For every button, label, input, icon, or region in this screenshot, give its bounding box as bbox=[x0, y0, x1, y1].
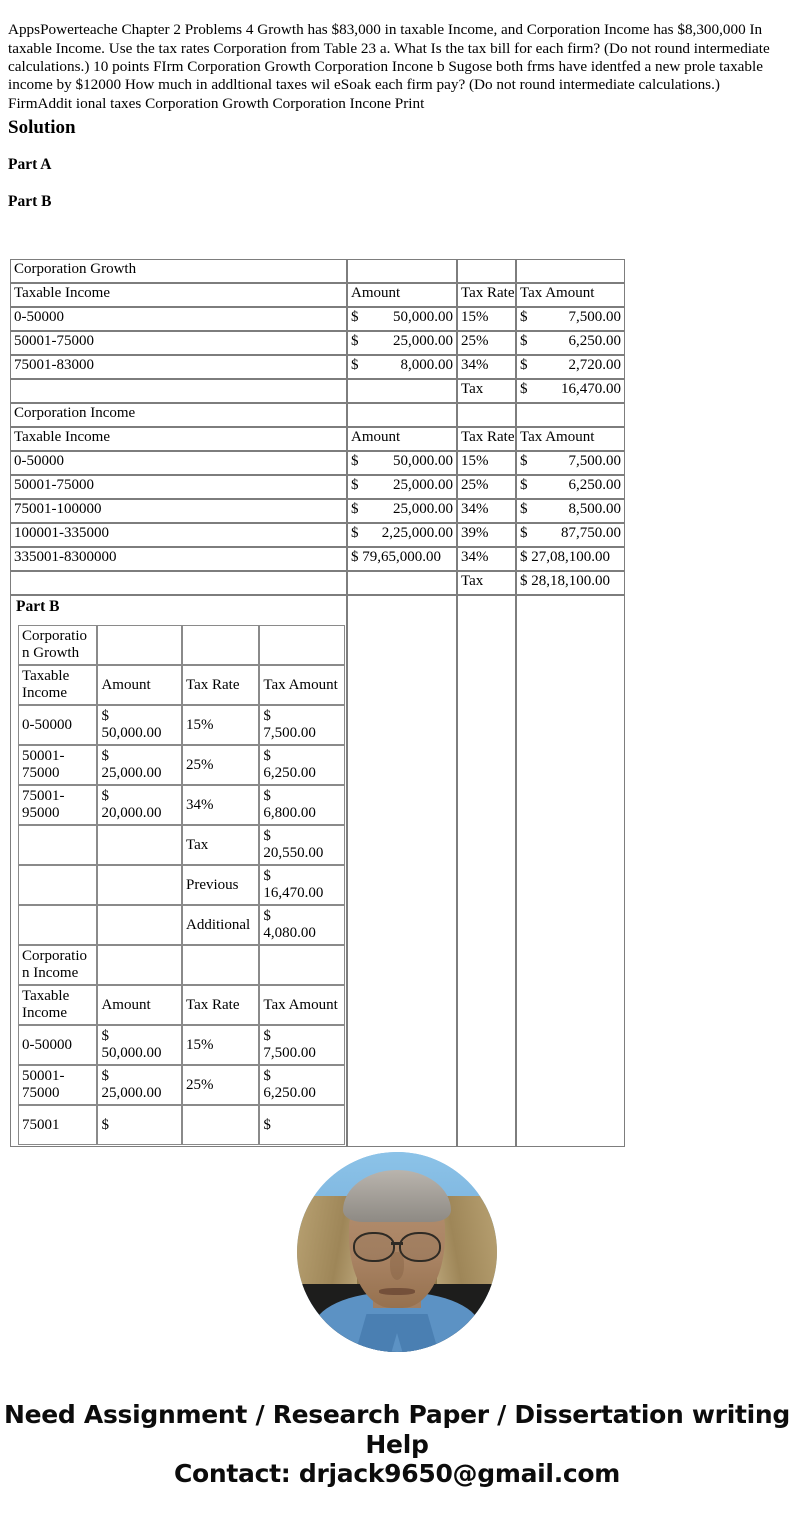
table-row-income-total bbox=[10, 571, 625, 595]
rate-cell: 25% bbox=[182, 1065, 259, 1105]
table-row-income-title bbox=[10, 403, 625, 427]
tax-cell bbox=[516, 451, 625, 475]
bracket-cell: 50001-75000 bbox=[10, 475, 347, 499]
tax-value: $ 6,800.00 bbox=[263, 788, 316, 822]
tax-cell bbox=[259, 1105, 345, 1145]
total-label: Tax bbox=[457, 571, 516, 595]
bracket-cell: 75001-100000 bbox=[10, 499, 347, 523]
amount-value: 50,000.00 bbox=[393, 453, 453, 469]
empty-cell bbox=[97, 945, 182, 985]
empty-cell bbox=[97, 905, 182, 945]
amount-value: 25,000.00 bbox=[393, 477, 453, 493]
empty-cell bbox=[516, 595, 625, 1147]
summary-label-additional: Additional bbox=[182, 905, 259, 945]
rate-cell: 25% bbox=[457, 331, 516, 355]
column-header-tax-amount: Tax Amount bbox=[516, 283, 625, 307]
table-header-row-income bbox=[10, 427, 625, 451]
bracket-cell: 50001-75000 bbox=[18, 1065, 97, 1105]
summary-value-tax: $ 20,550.00 bbox=[259, 825, 345, 865]
rate-cell: 34% bbox=[457, 547, 516, 571]
summary-label-tax: Tax bbox=[182, 825, 259, 865]
table-row bbox=[10, 355, 625, 379]
tax-cell bbox=[259, 785, 345, 825]
footer-line-1: Need Assignment / Research Paper / Dissertation bbox=[4, 1400, 684, 1429]
bracket-cell: 75001-95000 bbox=[18, 785, 97, 825]
total-value: $ 28,18,100.00 bbox=[520, 573, 610, 589]
nested-header-row-growth bbox=[18, 665, 345, 705]
nested-row-additional bbox=[18, 905, 345, 945]
bracket-cell: 75001-83000 bbox=[10, 355, 347, 379]
table-row bbox=[10, 307, 625, 331]
table-row bbox=[18, 745, 345, 785]
rate-cell: 39% bbox=[457, 523, 516, 547]
summary-label-previous: Previous bbox=[182, 865, 259, 905]
tax-value: $ 7,500.00 bbox=[263, 708, 316, 742]
bracket-cell: 0-50000 bbox=[10, 307, 347, 331]
amount-cell bbox=[347, 451, 457, 475]
amount-value: 2,25,000.00 bbox=[381, 525, 453, 541]
empty-cell bbox=[516, 259, 625, 283]
table-row bbox=[10, 451, 625, 475]
heading-solution: Solution bbox=[8, 117, 76, 138]
amount-value: $ 25,000.00 bbox=[101, 1068, 162, 1102]
amount-cell bbox=[97, 1065, 182, 1105]
amount-value: $ bbox=[101, 1116, 109, 1133]
table-row bbox=[18, 785, 345, 825]
amount-value: $ 50,000.00 bbox=[101, 1028, 162, 1062]
growth-section-title: Corporation Growth bbox=[10, 259, 347, 283]
currency-symbol: $ bbox=[351, 501, 359, 517]
empty-cell bbox=[97, 865, 182, 905]
empty-cell bbox=[182, 945, 259, 985]
nested-header-row-income bbox=[18, 985, 345, 1025]
tax-cell bbox=[259, 1065, 345, 1105]
person-nose bbox=[390, 1252, 404, 1280]
amount-cell bbox=[347, 523, 457, 547]
empty-cell bbox=[18, 905, 97, 945]
rate-cell: 15% bbox=[457, 307, 516, 331]
empty-cell bbox=[347, 595, 457, 1147]
empty-cell bbox=[97, 825, 182, 865]
currency-symbol: $ bbox=[351, 453, 359, 469]
currency-symbol: $ bbox=[351, 333, 359, 349]
table-row bbox=[10, 331, 625, 355]
summary-value-previous: $ 16,470.00 bbox=[259, 865, 345, 905]
empty-cell bbox=[457, 595, 516, 1147]
table-row bbox=[18, 1025, 345, 1065]
amount-cell bbox=[97, 745, 182, 785]
table-row bbox=[10, 547, 625, 571]
intro-paragraph: AppsPowerteache Chapter 2 Problems 4 Growth has $83,000 in taxable Income, and Corporation Income has $8,300,000 In taxable Income. Use the tax rates Corporation from Table 23 a. What Is the tax bill for each firm? (Do not round intermediate calculations.) 10 points FIrm Corporation Growth Corporation Incone b Sugose both frms have identfed a new prole taxable income by $12000 How much in addltional taxes wil eSoak each firm pay? (Do not round intermediate calculations.) FirmAddit ional taxes Corporation Growth Corporation Incone Print bbox=[8, 21, 770, 112]
eyeglasses-left-lens bbox=[353, 1232, 395, 1262]
total-label: Tax bbox=[457, 379, 516, 403]
nested-row-previous bbox=[18, 865, 345, 905]
nested-row-growth-title bbox=[18, 625, 345, 665]
amount-cell bbox=[97, 705, 182, 745]
tax-value: 6,250.00 bbox=[568, 333, 621, 349]
column-header-tax-amount: Tax Amount bbox=[259, 665, 345, 705]
tax-cell bbox=[516, 331, 625, 355]
currency-symbol: $ bbox=[351, 357, 359, 373]
rate-cell: 25% bbox=[457, 475, 516, 499]
amount-cell bbox=[347, 355, 457, 379]
tax-value: $ 6,250.00 bbox=[263, 1068, 316, 1102]
tax-value: 2,720.00 bbox=[568, 357, 621, 373]
amount-cell bbox=[347, 331, 457, 355]
column-header-tax-rate: Tax Rate bbox=[182, 985, 259, 1025]
heading-part-b: Part B bbox=[8, 193, 52, 210]
bracket-cell: 0-50000 bbox=[18, 705, 97, 745]
tax-calculation-table bbox=[10, 259, 625, 1147]
amount-value: $ 20,000.00 bbox=[101, 788, 162, 822]
currency-symbol: $ bbox=[351, 525, 359, 541]
currency-symbol: $ bbox=[520, 333, 528, 349]
column-header-tax-rate: Tax Rate bbox=[457, 283, 516, 307]
empty-cell bbox=[97, 625, 182, 665]
tax-cell bbox=[516, 355, 625, 379]
tax-cell bbox=[259, 705, 345, 745]
column-header-taxable-income: Taxable Income bbox=[18, 985, 97, 1025]
column-header-amount: Amount bbox=[347, 283, 457, 307]
rate-cell: 15% bbox=[182, 1025, 259, 1065]
bracket-cell: 335001-8300000 bbox=[10, 547, 347, 571]
amount-cell bbox=[97, 1105, 182, 1145]
tax-value: $ 6,250.00 bbox=[263, 748, 316, 782]
amount-cell bbox=[97, 785, 182, 825]
empty-cell bbox=[259, 945, 345, 985]
promo-footer bbox=[0, 1400, 794, 1489]
amount-value: 25,000.00 bbox=[393, 501, 453, 517]
amount-cell bbox=[97, 1025, 182, 1065]
tax-value: $ 27,08,100.00 bbox=[520, 549, 610, 565]
tax-value: 7,500.00 bbox=[568, 309, 621, 325]
currency-symbol: $ bbox=[351, 309, 359, 325]
tax-value: 87,750.00 bbox=[561, 525, 621, 541]
table-row bbox=[10, 499, 625, 523]
table-row bbox=[10, 475, 625, 499]
rate-cell: 15% bbox=[182, 705, 259, 745]
rate-cell: 34% bbox=[182, 785, 259, 825]
column-header-tax-rate: Tax Rate bbox=[182, 665, 259, 705]
table-row-part-b bbox=[10, 595, 625, 1147]
nested-income-title: Corporation Income bbox=[18, 945, 97, 985]
total-value-cell bbox=[516, 571, 625, 595]
nested-growth-title: Corporation Growth bbox=[18, 625, 97, 665]
tax-cell bbox=[516, 307, 625, 331]
eyeglasses-right-lens bbox=[399, 1232, 441, 1262]
empty-cell bbox=[347, 379, 457, 403]
person-mouth bbox=[379, 1288, 415, 1295]
part-b-container-cell bbox=[10, 595, 347, 1147]
amount-cell bbox=[347, 499, 457, 523]
footer-contact-email: Contact: drjack9650@gmail.com bbox=[173, 1459, 621, 1488]
income-section-title: Corporation Income bbox=[10, 403, 347, 427]
amount-value: 25,000.00 bbox=[393, 333, 453, 349]
total-value-cell bbox=[516, 379, 625, 403]
bracket-cell: 75001 bbox=[18, 1105, 97, 1145]
tax-cell bbox=[259, 745, 345, 785]
amount-value: $ 25,000.00 bbox=[101, 748, 162, 782]
part-b-detail-table bbox=[18, 625, 345, 1145]
part-b-title: Part B bbox=[16, 598, 60, 615]
rate-cell: 15% bbox=[457, 451, 516, 475]
tax-value: 7,500.00 bbox=[568, 453, 621, 469]
table-row-growth-total bbox=[10, 379, 625, 403]
table-row bbox=[18, 1065, 345, 1105]
column-header-taxable-income: Taxable Income bbox=[10, 283, 347, 307]
bracket-cell: 50001-75000 bbox=[18, 745, 97, 785]
avatar-photo bbox=[297, 1152, 497, 1352]
tax-cell bbox=[516, 547, 625, 571]
rate-cell: 25% bbox=[182, 745, 259, 785]
empty-cell bbox=[347, 259, 457, 283]
currency-symbol: $ bbox=[520, 525, 528, 541]
eyeglasses-bridge bbox=[391, 1242, 403, 1245]
heading-part-a: Part A bbox=[8, 156, 52, 173]
empty-cell bbox=[347, 403, 457, 427]
rate-cell: 34% bbox=[457, 355, 516, 379]
tax-cell bbox=[516, 523, 625, 547]
empty-cell bbox=[18, 825, 97, 865]
empty-cell bbox=[182, 625, 259, 665]
tax-cell bbox=[516, 499, 625, 523]
currency-symbol: $ bbox=[520, 501, 528, 517]
bracket-cell: 100001-335000 bbox=[10, 523, 347, 547]
amount-cell bbox=[347, 547, 457, 571]
amount-cell bbox=[347, 475, 457, 499]
column-header-tax-amount: Tax Amount bbox=[259, 985, 345, 1025]
currency-symbol: $ bbox=[520, 381, 528, 397]
amount-value: $ 50,000.00 bbox=[101, 708, 162, 742]
tax-value: 8,500.00 bbox=[568, 501, 621, 517]
column-header-tax-rate: Tax Rate bbox=[457, 427, 516, 451]
table-row bbox=[10, 523, 625, 547]
rate-cell bbox=[182, 1105, 259, 1145]
amount-value: 50,000.00 bbox=[393, 309, 453, 325]
currency-symbol: $ bbox=[520, 477, 528, 493]
table-row-growth-title bbox=[10, 259, 625, 283]
bracket-cell: 50001-75000 bbox=[10, 331, 347, 355]
tax-value: $ bbox=[263, 1116, 271, 1133]
table-header-row-growth bbox=[10, 283, 625, 307]
nested-row-income-title bbox=[18, 945, 345, 985]
empty-cell bbox=[10, 571, 347, 595]
currency-symbol: $ bbox=[520, 309, 528, 325]
column-header-amount: Amount bbox=[347, 427, 457, 451]
currency-symbol: $ bbox=[520, 357, 528, 373]
column-header-taxable-income: Taxable Income bbox=[10, 427, 347, 451]
column-header-taxable-income: Taxable Income bbox=[18, 665, 97, 705]
column-header-amount: Amount bbox=[97, 665, 182, 705]
column-header-amount: Amount bbox=[97, 985, 182, 1025]
currency-symbol: $ bbox=[520, 453, 528, 469]
rate-cell: 34% bbox=[457, 499, 516, 523]
tax-cell bbox=[516, 475, 625, 499]
empty-cell bbox=[457, 403, 516, 427]
footer-line-2: writing Help bbox=[365, 1400, 790, 1459]
table-row bbox=[18, 705, 345, 745]
empty-cell bbox=[10, 379, 347, 403]
avatar bbox=[297, 1152, 497, 1352]
bracket-cell: 0-50000 bbox=[18, 1025, 97, 1065]
tax-value: $ 7,500.00 bbox=[263, 1028, 316, 1062]
nested-row-tax bbox=[18, 825, 345, 865]
column-header-tax-amount: Tax Amount bbox=[516, 427, 625, 451]
currency-symbol: $ bbox=[351, 477, 359, 493]
empty-cell bbox=[457, 259, 516, 283]
amount-cell bbox=[347, 307, 457, 331]
table-row-clipped bbox=[18, 1105, 345, 1145]
bracket-cell: 0-50000 bbox=[10, 451, 347, 475]
total-value: 16,470.00 bbox=[561, 381, 621, 397]
amount-value: $ 79,65,000.00 bbox=[351, 549, 441, 565]
tax-value: 6,250.00 bbox=[568, 477, 621, 493]
empty-cell bbox=[347, 571, 457, 595]
tax-cell bbox=[259, 1025, 345, 1065]
empty-cell bbox=[516, 403, 625, 427]
summary-value-additional: $ 4,080.00 bbox=[259, 905, 345, 945]
empty-cell bbox=[259, 625, 345, 665]
amount-value: 8,000.00 bbox=[400, 357, 453, 373]
empty-cell bbox=[18, 865, 97, 905]
